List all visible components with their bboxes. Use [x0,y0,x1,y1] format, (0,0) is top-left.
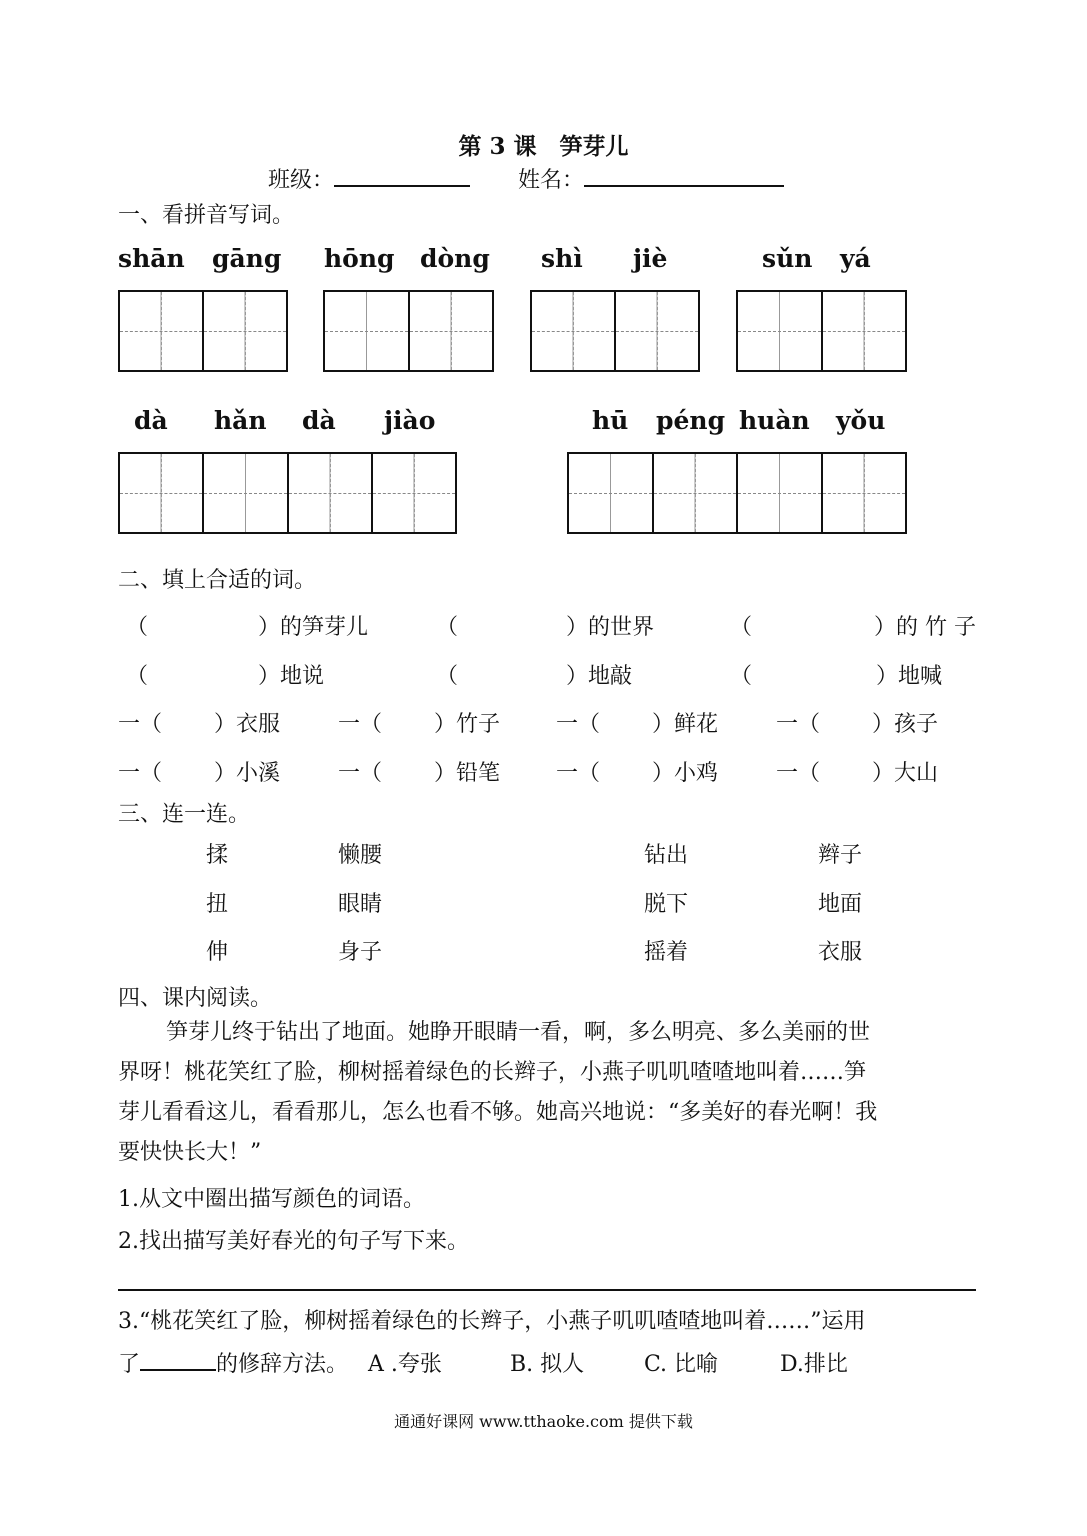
writing-grid[interactable] [567,452,907,534]
pinyin: hū [592,406,629,435]
pinyin: hǎn [214,406,267,435]
match-item[interactable]: 眼睛 [338,892,383,917]
yi-open: 一（ [118,712,163,737]
match-item[interactable]: 揉 [206,843,229,868]
fill-item[interactable]: ）的 竹 子 [874,615,976,640]
yi-open: 一（ [118,761,163,786]
match-item[interactable]: 脱下 [644,892,689,917]
pinyin: gāng [212,244,282,273]
match-item[interactable]: 衣服 [818,940,863,965]
writing-grid[interactable] [118,452,457,534]
writing-grid[interactable] [118,290,288,372]
fill-item[interactable]: ）小鸡 [652,761,719,786]
open-paren: （ [730,664,753,689]
section2-heading: 二、填上合适的词。 [118,568,317,593]
section3-heading: 三、连一连。 [118,802,251,827]
name-blank[interactable] [584,167,784,187]
yi-open: 一（ [556,761,601,786]
pinyin: dòng [420,244,490,273]
passage-line: 要快快长大！” [118,1140,262,1165]
class-field [268,163,470,194]
question-2: 2.找出描写美好春光的句子写下来。 [118,1229,469,1254]
fill-item[interactable]: ）大山 [872,761,939,786]
yi-open: 一（ [338,712,383,737]
open-paren: （ [436,615,459,640]
pinyin: yǒu [836,406,886,435]
match-item[interactable]: 懒腰 [338,843,383,868]
match-item[interactable]: 扭 [206,892,229,917]
q3-suffix: 的修辞方法。 [216,1352,349,1377]
fill-item[interactable]: ）地敲 [566,664,633,689]
fill-item[interactable]: ）衣服 [214,712,281,737]
pinyin: jiào [384,406,436,435]
fill-item[interactable]: ）地喊 [876,664,943,689]
fill-item[interactable]: ）地说 [258,664,325,689]
pinyin: sǔn [762,244,813,273]
yi-open: 一（ [776,761,821,786]
question-1: 1.从文中圈出描写颜色的词语。 [118,1187,425,1212]
fill-item[interactable]: ）鲜花 [652,712,719,737]
match-item[interactable]: 身子 [338,940,383,965]
pinyin: jiè [633,244,668,273]
answer-line[interactable] [118,1289,976,1291]
open-paren: （ [126,664,149,689]
q3-blank[interactable] [140,1351,216,1371]
open-paren: （ [126,615,149,640]
pinyin: dà [134,406,168,435]
open-paren: （ [436,664,459,689]
passage-line: 笋芽儿终于钻出了地面。她睁开眼睛一看，啊，多么明亮、多么美丽的世 [166,1020,871,1045]
pinyin: shān [118,244,185,273]
pinyin: dà [302,406,336,435]
option-d[interactable]: D.排比 [780,1352,848,1377]
match-item[interactable]: 地面 [818,892,863,917]
option-a[interactable]: A .夸张 [368,1352,442,1377]
pinyin: hōng [324,244,395,273]
section1-heading: 一、看拼音写词。 [118,203,295,228]
match-item[interactable]: 辫子 [818,843,863,868]
fill-item[interactable]: ）孩子 [872,712,939,737]
footer: 通通好课网 www.tthaoke.com 提供下载 [394,1412,693,1431]
yi-open: 一（ [338,761,383,786]
question-3: 3.“桃花笑红了脸，柳树摇着绿色的长辫子，小燕子叽叽喳喳地叫着……”运用 [118,1309,866,1334]
pinyin: huàn [739,406,810,435]
name-field [518,163,784,194]
passage-line: 芽儿看看这儿，看看那儿，怎么也看不够。她高兴地说：“多美好的春光啊！我 [118,1100,878,1125]
match-item[interactable]: 伸 [206,940,229,965]
yi-open: 一（ [556,712,601,737]
writing-grid[interactable] [323,290,494,372]
option-c[interactable]: C. 比喻 [644,1352,719,1377]
pinyin: péng [656,406,726,435]
match-item[interactable]: 摇着 [644,940,689,965]
class-label: 班级： [268,168,335,193]
class-blank[interactable] [334,167,470,187]
fill-item[interactable]: ）小溪 [214,761,281,786]
open-paren: （ [730,615,753,640]
name-label: 姓名： [518,168,585,193]
fill-item[interactable]: ）的笋芽儿 [258,615,369,640]
passage-line: 界呀！桃花笑红了脸，柳树摇着绿色的长辫子，小燕子叽叽喳喳地叫着……笋 [118,1060,867,1085]
yi-open: 一（ [776,712,821,737]
writing-grid[interactable] [736,290,907,372]
pinyin: yá [840,244,871,273]
fill-item[interactable]: ）的世界 [566,615,655,640]
option-b[interactable]: B. 拟人 [510,1352,585,1377]
section4-heading: 四、课内阅读。 [118,986,273,1011]
pinyin: shì [541,244,583,273]
fill-item[interactable]: ）铅笔 [434,761,501,786]
question-3-line2 [118,1347,348,1378]
fill-item[interactable]: ）竹子 [434,712,501,737]
q3-prefix: 了 [118,1352,141,1377]
match-item[interactable]: 钻出 [644,843,689,868]
writing-grid[interactable] [530,290,700,372]
page-title: 第 3 课 笋芽儿 [458,133,629,160]
